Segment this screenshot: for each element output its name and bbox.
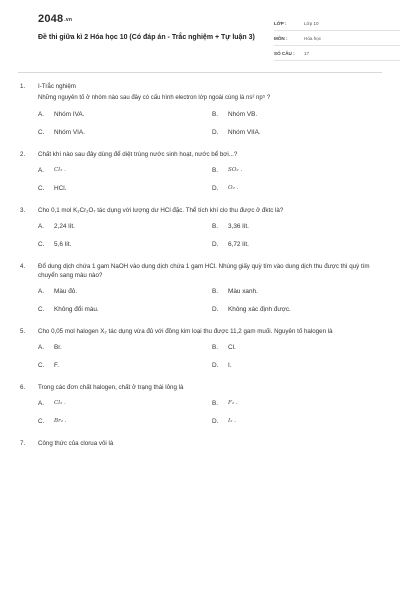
question-list [20, 82, 382, 461]
question-text: I-Trắc nghiệm [38, 83, 76, 90]
meta-row [274, 31, 400, 46]
option-letter: B. [212, 111, 219, 118]
page-title: Đề thi giữa kì 2 Hóa học 10 (Có đáp án - Trắc nghiệm + Tự luận 3) [38, 34, 255, 41]
option-letter: A. [38, 111, 45, 118]
answer-option[interactable] [212, 240, 386, 249]
option-text: HCl. [54, 185, 67, 192]
question-number: 3. [20, 207, 26, 214]
answer-options [38, 399, 382, 426]
question-item [20, 82, 382, 137]
option-letter: A. [38, 400, 45, 407]
answer-option[interactable] [212, 110, 386, 119]
question-header [20, 150, 382, 159]
option-text: 5,6 lít. [54, 241, 72, 248]
option-letter: D. [212, 418, 219, 425]
option-letter: B. [212, 344, 219, 351]
option-letter: C. [38, 306, 45, 313]
option-text: 6,72 lít. [228, 241, 249, 248]
option-text: I₂ . [228, 418, 237, 424]
question-item [20, 150, 382, 193]
option-letter: D. [212, 306, 219, 313]
question-item [20, 327, 382, 370]
answer-options [38, 222, 382, 249]
option-letter: A. [38, 344, 45, 351]
option-text: I. [228, 362, 232, 369]
answer-option[interactable] [38, 240, 212, 249]
answer-option[interactable] [212, 417, 386, 426]
question-text: Chất khí nào sau đây dùng để diệt trùng nước sinh hoạt, nước bể bơi...? [38, 151, 238, 158]
option-text: Cl₂ . [54, 400, 66, 406]
question-text: Trong các đơn chất halogen, chất ở trạng thái lỏng là [38, 384, 184, 391]
question-header [20, 82, 382, 91]
option-text: Màu xanh. [228, 288, 258, 295]
question-header [20, 383, 382, 392]
answer-option[interactable] [212, 399, 386, 408]
option-text: Br₂ . [54, 418, 67, 424]
site-logo[interactable]: 2048.vn [38, 13, 73, 25]
question-item [20, 262, 382, 314]
answer-option[interactable] [38, 166, 212, 175]
question-subtext: Những nguyên tố ở nhóm nào sau đây có cấu hình electron lớp ngoài cùng là ns² np⁵ ? [38, 95, 271, 101]
meta-key: SỐ CÂU : [274, 50, 295, 56]
option-text: Không đổi màu. [54, 306, 99, 313]
answer-option[interactable] [212, 287, 386, 296]
option-text: Nhóm VIA. [54, 129, 85, 136]
answer-options [38, 343, 382, 370]
option-text: Nhóm VB. [228, 111, 258, 118]
option-letter: A. [38, 167, 45, 174]
option-text: SO₂ . [228, 167, 243, 173]
answer-options [38, 287, 382, 314]
answer-options [38, 110, 382, 137]
question-number: 1. [20, 83, 26, 90]
answer-option[interactable] [38, 305, 212, 314]
option-letter: A. [38, 288, 45, 295]
answer-option[interactable] [212, 166, 386, 175]
question-number: 5. [20, 328, 26, 335]
option-text: Nhóm VIIA. [228, 129, 261, 136]
answer-option[interactable] [38, 222, 212, 231]
option-letter: C. [38, 129, 45, 136]
answer-option[interactable] [212, 222, 386, 231]
answer-option[interactable] [212, 343, 386, 352]
answer-option[interactable] [212, 361, 386, 370]
question-header [20, 206, 382, 215]
meta-row [274, 16, 400, 31]
question-text: Đổ dung dịch chứa 1 gam NaOH vào dung dịch chứa 1 gam HCl. Nhúng giấy quỳ tím vào dung dịch thu được thì quỳ tím chuyển sang màu nào? [38, 263, 370, 279]
option-text: Cl₂ . [54, 167, 66, 173]
question-number: 7. [20, 440, 26, 447]
answer-option[interactable] [38, 128, 212, 137]
answer-option[interactable] [212, 128, 386, 137]
meta-row [274, 46, 400, 61]
answer-option[interactable] [38, 184, 212, 193]
option-letter: C. [38, 418, 45, 425]
answer-option[interactable] [38, 343, 212, 352]
option-letter: D. [212, 241, 219, 248]
option-text: Cl. [228, 344, 236, 351]
answer-option[interactable] [38, 417, 212, 426]
meta-value: Hóa học [304, 35, 322, 41]
question-number: 2. [20, 151, 26, 158]
option-letter: C. [38, 362, 45, 369]
answer-option[interactable] [212, 305, 386, 314]
meta-value: 17 [304, 50, 310, 56]
option-letter: B. [212, 288, 219, 295]
option-text: Màu đỏ. [54, 288, 78, 295]
option-letter: B. [212, 223, 219, 230]
option-text: Br. [54, 344, 62, 351]
option-letter: D. [212, 185, 219, 192]
question-item [20, 439, 382, 448]
option-letter: B. [212, 400, 219, 407]
option-letter: D. [212, 362, 219, 369]
question-header [20, 262, 382, 280]
question-number: 6. [20, 384, 26, 391]
question-text: Cho 0,1 mol K₂Cr₂O₇ tác dụng với lượng dư HCl đặc. Thể tích khí clo thu được ở đktc là? [38, 207, 284, 214]
option-letter: A. [38, 223, 45, 230]
option-text: F₂ . [228, 400, 238, 406]
answer-option[interactable] [38, 361, 212, 370]
meta-key: LỚP : [274, 20, 287, 26]
meta-key: MÔN : [274, 35, 288, 41]
answer-option[interactable] [38, 287, 212, 296]
document-header [20, 0, 380, 72]
option-letter: D. [212, 129, 219, 136]
answer-option[interactable] [38, 399, 212, 408]
question-text: Cho 0,05 mol halogen X₂ tác dụng vừa đủ với đồng kim loại thu được 11,2 gam muối. Nguyên tố halogen là [38, 328, 333, 335]
option-text: 3,36 lít. [228, 223, 249, 230]
question-header [20, 439, 382, 448]
option-text: Không xác định được. [228, 306, 291, 313]
option-text: Nhóm IVA. [54, 111, 85, 118]
option-text: 2,24 lít. [54, 223, 75, 230]
question-number: 4. [20, 263, 26, 270]
question-header [20, 327, 382, 336]
question-text: Công thức của clorua vôi là [38, 440, 114, 447]
document-meta [274, 16, 400, 61]
meta-value: Lớp 10 [304, 20, 319, 26]
option-text: F. [54, 362, 59, 369]
answer-option[interactable] [212, 184, 386, 193]
question-item [20, 383, 382, 426]
answer-option[interactable] [38, 110, 212, 119]
option-text: O₂ . [228, 185, 239, 191]
option-letter: B. [212, 167, 219, 174]
question-item [20, 206, 382, 249]
option-letter: C. [38, 241, 45, 248]
header-divider [18, 72, 382, 73]
answer-options [38, 166, 382, 193]
option-letter: C. [38, 185, 45, 192]
